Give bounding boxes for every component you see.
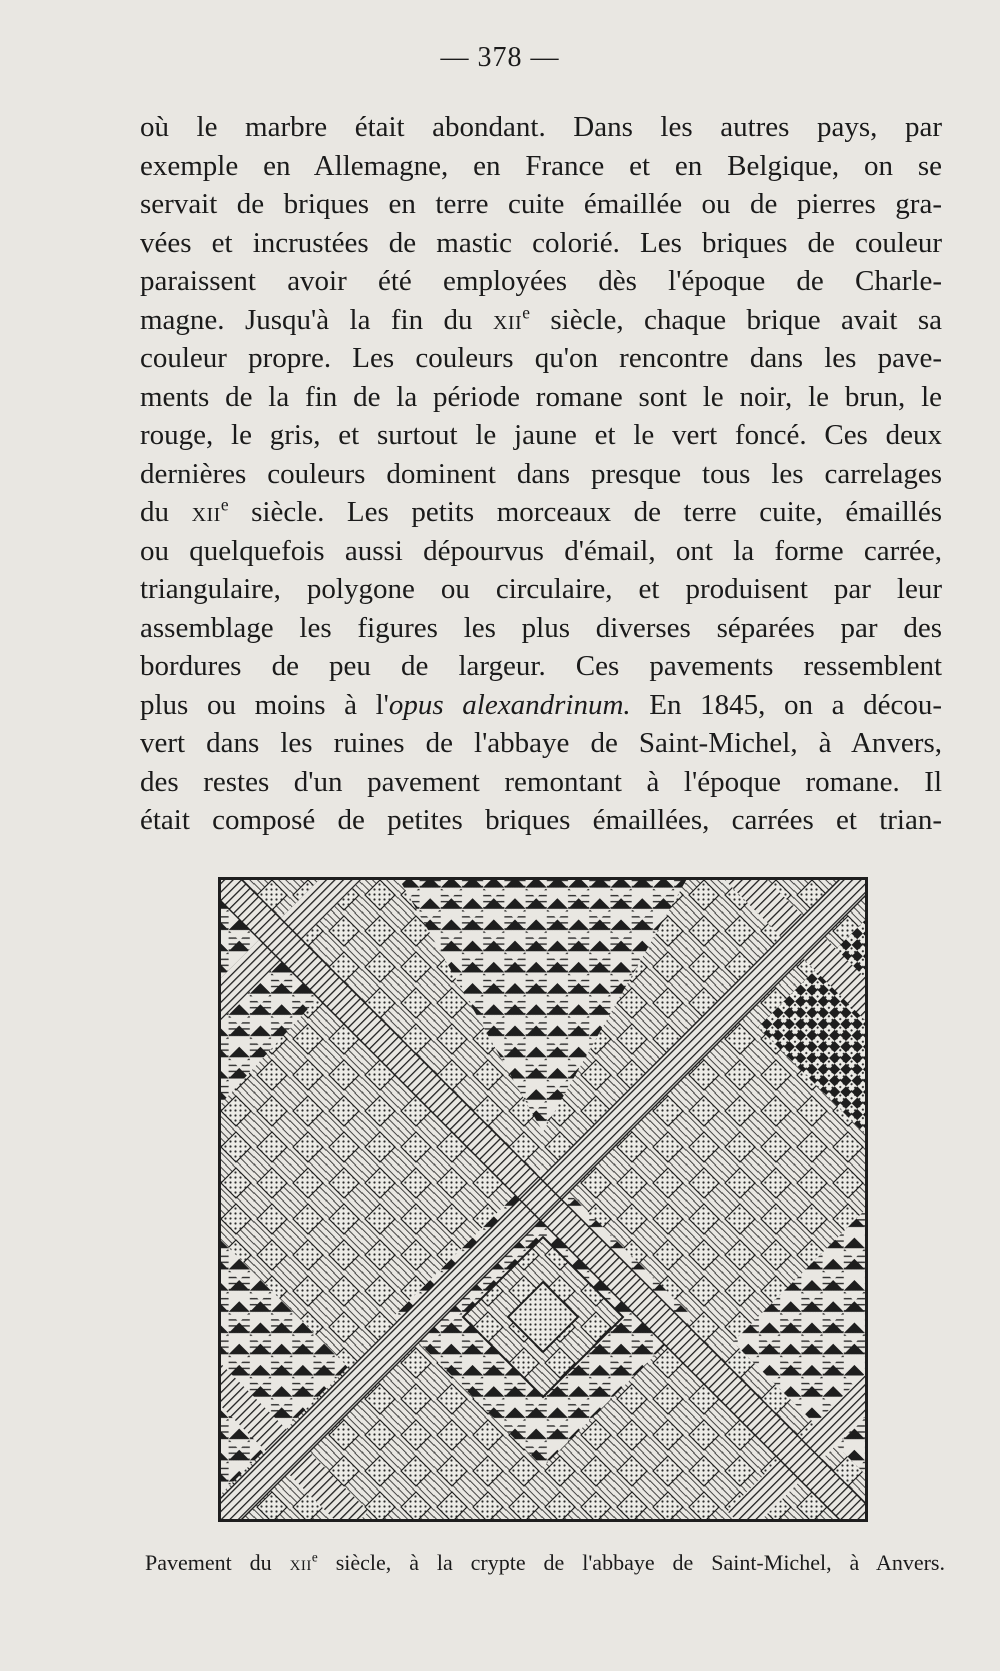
text-line [140,686,942,725]
century-superscript: e [311,1549,318,1565]
text-segment: magne. Jusqu'à la fin du [140,303,493,336]
latin-term: opus alexandrinum. [388,688,631,721]
text-line: dernières couleurs dominent dans presque tous les carrelages [140,457,942,490]
text-line: bordures de peu de largeur. Ces pavements ressemblent [140,650,942,682]
text-line: vées et incrustées de mastic colorié. Les briques de couleur [140,226,942,259]
text-segment: siècle. Les petits morceaux de terre cuite, émaillés [228,496,942,528]
century-superscript: e [522,301,530,322]
century-superscript: e [220,494,229,515]
caption-segment: Pavement du [145,1550,290,1575]
pavement-engraving [218,877,868,1522]
caption-segment: siècle, à la crypte de l'abbaye de Saint-Michel, à Anvers. [317,1550,945,1575]
text-segment: siècle, chaque brique avait sa [529,303,942,336]
text-line: était composé de petites briques émaillées, carrées et trian- [140,804,942,836]
text-line: rouge, le gris, et surtout le jaune et le vert foncé. Ces deux [140,419,942,451]
text-line [140,493,942,532]
text-line: paraissent avoir été employées dès l'époque de Charle- [140,265,942,297]
century-numeral: xii [492,303,523,336]
text-segment: plus ou moins à l' [140,688,389,721]
century-numeral: xii [191,496,221,528]
body-text [140,108,942,840]
text-line: ou quelquefois aussi dépourvus d'émail, ont la forme carrée, [140,534,942,567]
text-line: couleur propre. Les couleurs qu'on rencontre dans les pave- [140,342,942,374]
text-line: assemblage les figures les plus diverses séparées par des [140,611,942,644]
text-line [140,301,942,340]
text-line: triangulaire, polygone ou circulaire, et produisent par leur [140,573,942,605]
page-number: — 378 — [440,42,560,73]
text-line: vert dans les ruines de l'abbaye de Saint-Michel, à Anvers, [140,727,942,759]
text-line: servait de briques en terre cuite émaillée ou de pierres gra- [140,188,942,220]
text-line: exemple en Allemagne, en France et en Belgique, on se [140,149,942,182]
text-line: ments de la fin de la période romane sont le noir, le brun, le [140,380,942,413]
text-segment: En 1845, on a décou- [630,688,942,721]
text-segment: du [140,496,192,528]
figure-caption [145,1550,945,1576]
text-line: où le marbre était abondant. Dans les autres pays, par [140,111,942,143]
century-numeral: xii [289,1550,312,1575]
text-line: des restes d'un pavement remontant à l'époque romane. Il [140,765,942,798]
